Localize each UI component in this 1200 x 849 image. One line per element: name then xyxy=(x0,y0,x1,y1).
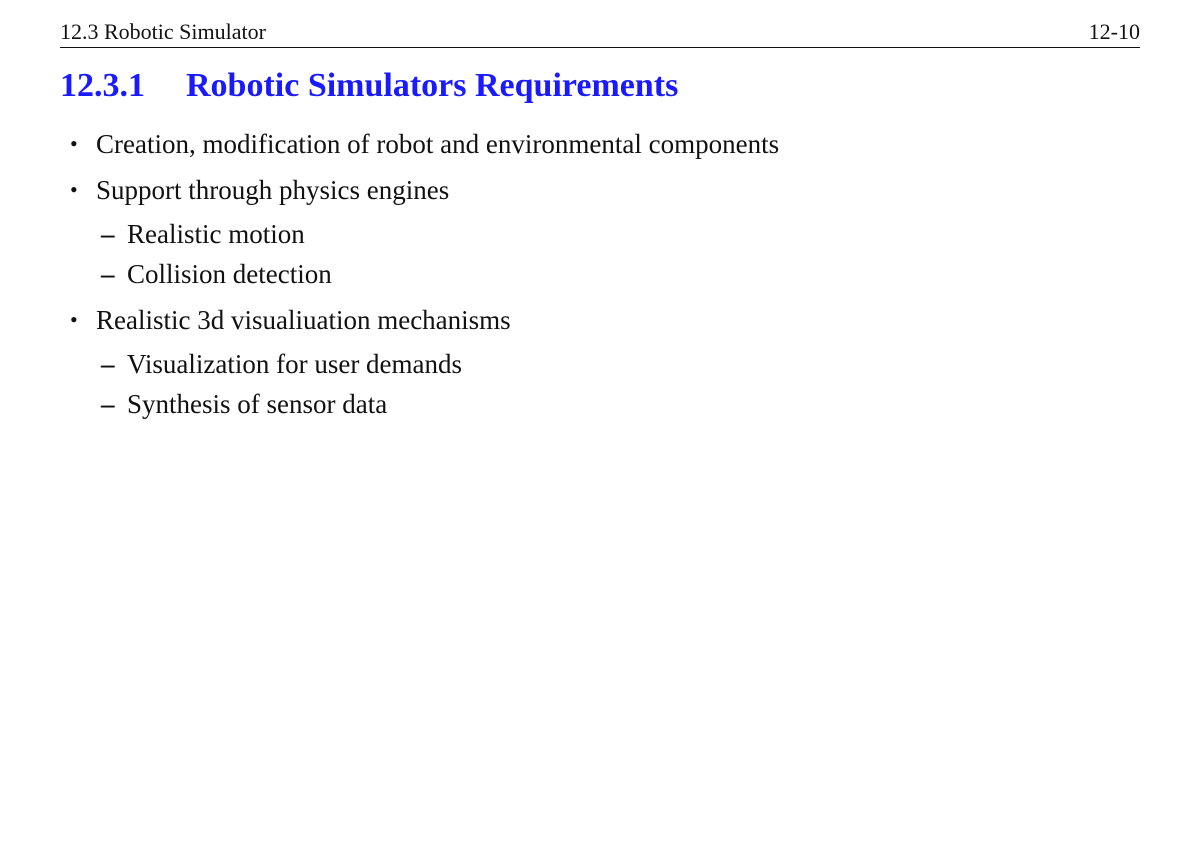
bullet-item xyxy=(60,174,1120,290)
sub-bullet-item xyxy=(96,218,1120,250)
sub-bullet-item xyxy=(96,388,1120,420)
bullet-item xyxy=(60,128,1120,160)
section-heading-title: Robotic Simulators Requirements xyxy=(186,67,679,104)
bullet-list xyxy=(60,128,1120,434)
sub-bullet-item xyxy=(96,348,1120,380)
sub-bullet-text: Visualization for user demands xyxy=(127,349,463,379)
bullet-text: Realistic 3d visualiuation mechanisms xyxy=(96,305,511,335)
header-rule xyxy=(60,47,1140,48)
dash-icon: – xyxy=(101,259,115,289)
dash-icon: – xyxy=(101,349,115,379)
sub-bullet-list xyxy=(96,348,1120,420)
bullet-text: Support through physics engines xyxy=(96,175,450,205)
section-heading-number: 12.3.1 xyxy=(60,67,145,104)
bullet-dot-icon: • xyxy=(70,307,78,332)
running-header xyxy=(60,19,1140,45)
sub-bullet-list xyxy=(96,218,1120,290)
sub-bullet-item xyxy=(96,258,1120,290)
sub-bullet-text: Realistic motion xyxy=(127,219,305,249)
sub-bullet-text: Synthesis of sensor data xyxy=(127,389,388,419)
header-page-number: 12-10 xyxy=(1088,19,1140,44)
section-heading xyxy=(60,64,678,108)
bullet-text: Creation, modification of robot and environmental components xyxy=(96,129,780,159)
bullet-dot-icon: • xyxy=(70,177,78,202)
bullet-item xyxy=(60,304,1120,420)
bullet-dot-icon: • xyxy=(70,131,78,156)
dash-icon: – xyxy=(101,219,115,249)
header-section-title: 12.3 Robotic Simulator xyxy=(60,19,266,44)
sub-bullet-text: Collision detection xyxy=(127,259,332,289)
dash-icon: – xyxy=(101,389,115,419)
